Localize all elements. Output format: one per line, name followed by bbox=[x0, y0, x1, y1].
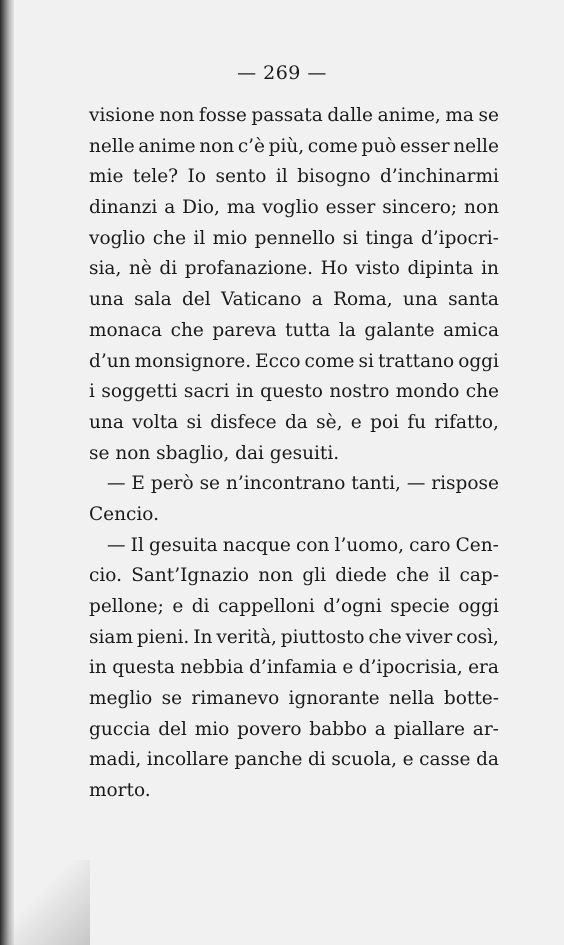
text-line bbox=[89, 531, 499, 562]
word: e bbox=[402, 749, 414, 771]
word: una bbox=[402, 289, 438, 311]
word: pieni. bbox=[136, 626, 190, 648]
word: pareva bbox=[212, 319, 277, 341]
word: di bbox=[307, 749, 326, 771]
word: c’è bbox=[237, 135, 266, 157]
word: visione bbox=[89, 105, 155, 126]
word: passata bbox=[251, 105, 323, 126]
word: nelle bbox=[453, 135, 499, 157]
word: così, bbox=[456, 626, 499, 648]
word: — bbox=[107, 534, 126, 556]
word: i bbox=[89, 381, 95, 403]
word: tinga bbox=[365, 227, 414, 249]
word: galante bbox=[364, 319, 435, 341]
word: sacri bbox=[183, 381, 230, 403]
word: ignorante bbox=[288, 688, 380, 710]
word: del bbox=[181, 289, 211, 311]
text-line bbox=[89, 285, 499, 316]
word: E bbox=[131, 473, 145, 495]
word: una bbox=[89, 411, 124, 433]
word: tanti, bbox=[351, 473, 401, 495]
word: oggi bbox=[458, 596, 499, 617]
text-line bbox=[89, 715, 499, 746]
word: e bbox=[350, 411, 362, 433]
word: d’ogni bbox=[323, 596, 382, 617]
word: n’incontrano bbox=[225, 473, 346, 495]
word: cap- bbox=[459, 565, 499, 587]
text-line bbox=[89, 316, 499, 347]
word: nostro bbox=[329, 381, 390, 403]
word: bisogno bbox=[297, 166, 371, 188]
text-line bbox=[89, 101, 499, 132]
word: dinanzi bbox=[89, 197, 158, 219]
word: trattano bbox=[377, 350, 455, 372]
word: da bbox=[284, 411, 308, 433]
text-line bbox=[89, 377, 499, 408]
word: rispose bbox=[431, 473, 499, 495]
word: d’ipocri- bbox=[420, 227, 499, 249]
word: cio. bbox=[89, 565, 122, 587]
text-line bbox=[89, 592, 499, 623]
word: può bbox=[361, 135, 397, 157]
text-line bbox=[89, 254, 499, 285]
word: si bbox=[186, 411, 202, 433]
body-text bbox=[89, 101, 499, 807]
text-line bbox=[89, 408, 499, 439]
word: rimanevo bbox=[191, 688, 280, 710]
word: gli bbox=[302, 565, 327, 587]
word: mie bbox=[89, 166, 124, 188]
word: il bbox=[438, 565, 451, 587]
word: voglio bbox=[262, 197, 319, 219]
word: da bbox=[476, 749, 499, 771]
word: del bbox=[158, 718, 187, 740]
word: non bbox=[258, 565, 294, 587]
word: nebbia bbox=[180, 657, 244, 679]
word: In bbox=[193, 626, 213, 648]
word: Ecco bbox=[255, 350, 301, 372]
word: che bbox=[396, 565, 430, 587]
text-line bbox=[89, 684, 499, 715]
word: non bbox=[159, 105, 195, 126]
word: che bbox=[368, 626, 402, 648]
word: questa bbox=[112, 657, 175, 679]
word: in bbox=[235, 381, 254, 403]
word: disfece bbox=[210, 411, 277, 433]
word: ma bbox=[445, 105, 474, 126]
word: d’inchinarmi bbox=[379, 166, 499, 188]
word: di bbox=[159, 258, 178, 280]
word: scuola, bbox=[331, 749, 398, 771]
word: dipinta bbox=[407, 258, 474, 280]
word: casse bbox=[419, 749, 471, 771]
word: — bbox=[406, 473, 426, 495]
word: Vaticano bbox=[220, 289, 302, 311]
word: piallare bbox=[393, 718, 466, 740]
word: anime bbox=[138, 135, 196, 157]
word: profanazione. bbox=[184, 258, 313, 280]
word: monsignore. bbox=[134, 350, 252, 372]
word: sincero; bbox=[382, 197, 458, 219]
word: come bbox=[307, 135, 358, 157]
word: Ho bbox=[320, 258, 348, 280]
word: ma bbox=[226, 197, 256, 219]
text-line: se non sbaglio, dai gesuiti. bbox=[89, 442, 340, 464]
word: in bbox=[481, 258, 499, 280]
word: soggetti bbox=[101, 381, 178, 403]
text-line bbox=[89, 561, 499, 592]
word: con bbox=[295, 534, 330, 556]
word: Io bbox=[187, 166, 206, 188]
word: anime, bbox=[377, 105, 441, 126]
word: come bbox=[304, 350, 355, 372]
word: nella bbox=[388, 688, 435, 710]
word: questo bbox=[260, 381, 323, 403]
word: poi bbox=[370, 411, 399, 433]
word: tele? bbox=[132, 166, 179, 188]
word: mio bbox=[212, 227, 248, 249]
word: amica bbox=[443, 319, 499, 341]
word: verità, bbox=[216, 626, 277, 648]
word: Il bbox=[130, 534, 144, 556]
word: se bbox=[161, 688, 183, 710]
text-line bbox=[89, 653, 499, 684]
word: la bbox=[338, 319, 356, 341]
word: nè bbox=[128, 258, 152, 280]
text-line bbox=[89, 623, 499, 654]
word: siam bbox=[89, 626, 133, 648]
word: Cen- bbox=[455, 534, 499, 556]
word: Dio, bbox=[182, 197, 220, 219]
text-line bbox=[89, 193, 499, 224]
word: che bbox=[152, 227, 187, 249]
page-number: — 269 — bbox=[237, 62, 327, 84]
word: rifatto, bbox=[434, 411, 499, 433]
word: sia, bbox=[89, 258, 122, 280]
word: più, bbox=[268, 135, 305, 157]
word: sala bbox=[134, 289, 172, 311]
word: il bbox=[275, 166, 288, 188]
word: sè, bbox=[316, 411, 343, 433]
word: fosse bbox=[198, 105, 247, 126]
word: se bbox=[199, 473, 221, 495]
word: pellone; bbox=[89, 596, 164, 617]
text-line bbox=[89, 162, 499, 193]
word: gesuita bbox=[149, 534, 218, 556]
word: diede bbox=[335, 565, 387, 587]
word: piuttosto bbox=[280, 626, 365, 648]
word: cappelloni bbox=[217, 596, 315, 617]
word: a bbox=[164, 197, 176, 219]
word: mondo bbox=[395, 381, 460, 403]
word: il bbox=[193, 227, 206, 249]
word: volta bbox=[132, 411, 179, 433]
word: voglio bbox=[89, 227, 146, 249]
word: oggi bbox=[458, 350, 499, 372]
word: ar- bbox=[472, 718, 499, 740]
word: specie bbox=[390, 596, 450, 617]
word: botte- bbox=[443, 688, 499, 710]
word: d’infamia bbox=[249, 657, 338, 679]
text-line bbox=[89, 469, 499, 500]
word: di bbox=[191, 596, 210, 617]
word: a bbox=[374, 718, 386, 740]
word: non bbox=[199, 135, 235, 157]
word: si bbox=[342, 227, 359, 249]
word: caro bbox=[409, 534, 451, 556]
page-corner-shadow bbox=[0, 860, 90, 945]
word: d’un bbox=[89, 350, 131, 372]
word: santa bbox=[448, 289, 499, 311]
word: che bbox=[170, 319, 204, 341]
text-line bbox=[89, 132, 499, 163]
word: che bbox=[465, 381, 499, 403]
word: d’ipocrisia, bbox=[358, 657, 463, 679]
text-line: morto. bbox=[89, 780, 151, 802]
word: dalle bbox=[327, 105, 373, 126]
word: l’uomo, bbox=[334, 534, 404, 556]
word: era bbox=[468, 657, 499, 679]
word: — bbox=[107, 473, 126, 495]
word: Roma, bbox=[333, 289, 393, 311]
word: madi, bbox=[89, 749, 142, 771]
word: monaca bbox=[89, 319, 163, 341]
word: esser bbox=[325, 197, 376, 219]
word: Sant’Ignazio bbox=[131, 565, 250, 587]
word: si bbox=[358, 350, 374, 372]
word: se bbox=[478, 105, 499, 126]
word: povero bbox=[237, 718, 302, 740]
word: babbo bbox=[309, 718, 367, 740]
word: visto bbox=[355, 258, 400, 280]
word: meglio bbox=[89, 688, 153, 710]
book-spine-shadow bbox=[0, 0, 14, 945]
word: in bbox=[89, 657, 107, 679]
word: e bbox=[342, 657, 354, 679]
word: esser bbox=[399, 135, 450, 157]
text-line bbox=[89, 224, 499, 255]
word: viver bbox=[405, 626, 453, 648]
text-line bbox=[89, 745, 499, 776]
word: sento bbox=[215, 166, 267, 188]
word: guccia bbox=[89, 718, 151, 740]
text-line: Cencio. bbox=[89, 503, 159, 525]
word: nacque bbox=[222, 534, 291, 556]
word: pennello bbox=[254, 227, 336, 249]
word: non bbox=[464, 197, 499, 219]
word: però bbox=[150, 473, 194, 495]
word: e bbox=[172, 596, 184, 617]
word: mio bbox=[194, 718, 230, 740]
word: a bbox=[311, 289, 323, 311]
word: una bbox=[89, 289, 124, 311]
word: panche bbox=[234, 749, 303, 771]
word: incollare bbox=[146, 749, 229, 771]
text-line bbox=[89, 347, 499, 378]
word: nelle bbox=[89, 135, 135, 157]
word: fu bbox=[407, 411, 427, 433]
word: tutta bbox=[285, 319, 331, 341]
